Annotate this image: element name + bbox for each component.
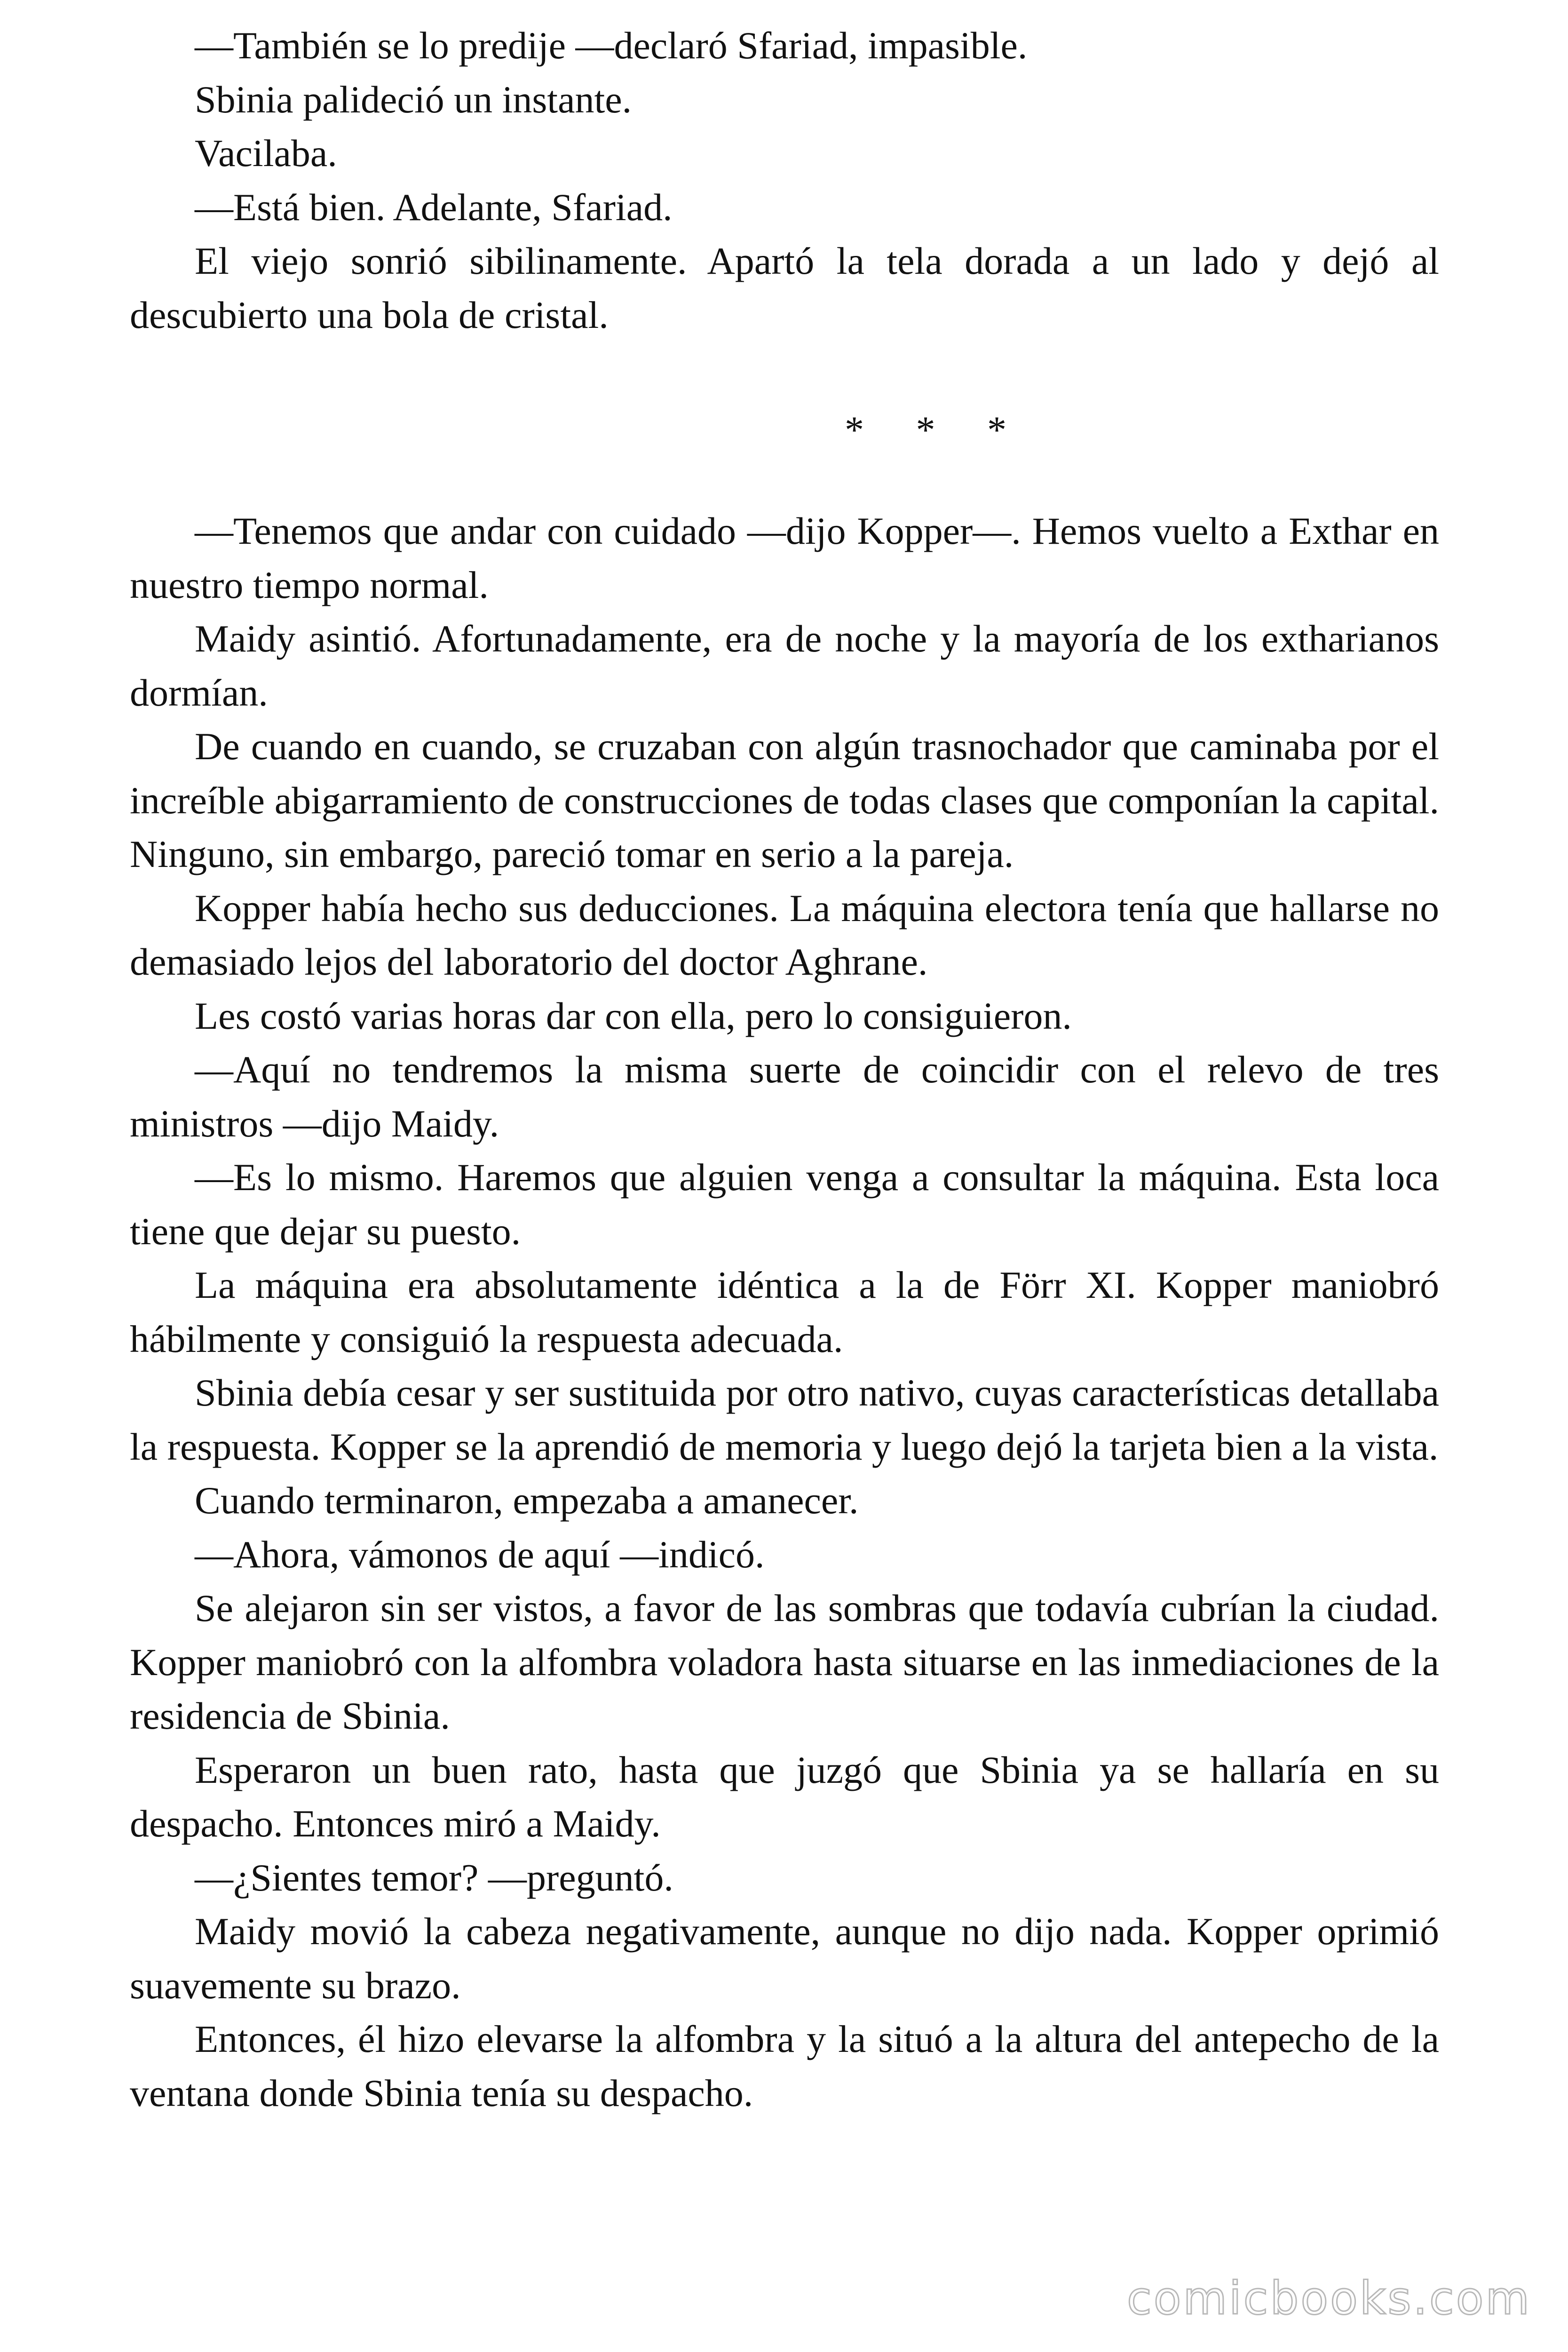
paragraph: Se alejaron sin ser vistos, a favor de las sombras que todavía cubrían la ciudad. Kopper maniobró con la alfombra voladora hasta situarse en las inmediaciones de la residencia de Sbinia. <box>130 1587 1439 1737</box>
paragraph: Entonces, él hizo elevarse la alfombra y la situó a la altura del antepecho de la ventana donde Sbinia tenía su despacho. <box>130 2018 1439 2114</box>
paragraph: —Ahora, vámonos de aquí —indicó. <box>195 1533 765 1576</box>
separator-asterisks: * * * <box>845 408 1006 451</box>
paragraph: —Tenemos que andar con cuidado —dijo Kopper—. Hemos vuelto a Exthar en nuestro tiempo normal. <box>130 509 1439 606</box>
section-separator <box>130 342 1439 504</box>
paragraph: —Aquí no tendremos la misma suerte de coincidir con el relevo de tres ministros —dijo Maidy. <box>130 1048 1439 1145</box>
paragraph: Kopper había hecho sus deducciones. La máquina electora tenía que hallarse no demasiado lejos del laboratorio del doctor Aghrane. <box>130 886 1439 983</box>
paragraph: —También se lo predije —declaró Sfariad, impasible. <box>195 24 1028 67</box>
book-page <box>130 19 1439 2120</box>
paragraph: —¿Sientes temor? —preguntó. <box>195 1856 673 1899</box>
paragraph: Sbinia palideció un instante. <box>195 78 632 121</box>
paragraph: Maidy asintió. Afortunadamente, era de noche y la mayoría de los extharianos dormían. <box>130 617 1439 714</box>
watermark: comicbooks.com <box>1126 2272 1531 2325</box>
paragraph: De cuando en cuando, se cruzaban con algún trasnochador que caminaba por el increíble abigarramiento de construcciones de todas clases que componían la capital. Ninguno, sin embargo, pareció tomar en serio a la pareja. <box>130 725 1439 875</box>
paragraph: —Está bien. Adelante, Sfariad. <box>195 185 673 229</box>
paragraph: Sbinia debía cesar y ser sustituida por otro nativo, cuyas características detallaba la respuesta. Kopper se la aprendió de memoria y luego dejó la tarjeta bien a la vista. <box>130 1371 1439 1468</box>
paragraph: La máquina era absolutamente idéntica a la de Förr XI. Kopper maniobró hábilmente y consiguió la respuesta adecuada. <box>130 1263 1439 1360</box>
paragraph: Cuando terminaron, empezaba a amanecer. <box>195 1479 859 1522</box>
paragraph: Les costó varias horas dar con ella, pero lo consiguieron. <box>195 994 1072 1037</box>
paragraph: Vacilaba. <box>195 132 337 175</box>
paragraph: —Es lo mismo. Haremos que alguien venga a consultar la máquina. Esta loca tiene que dejar su puesto. <box>130 1156 1439 1253</box>
paragraph: El viejo sonrió sibilinamente. Apartó la tela dorada a un lado y dejó al descubierto una bola de cristal. <box>130 239 1439 336</box>
paragraph: Esperaron un buen rato, hasta que juzgó que Sbinia ya se hallaría en su despacho. Entonces miró a Maidy. <box>130 1748 1439 1845</box>
paragraph: Maidy movió la cabeza negativamente, aunque no dijo nada. Kopper oprimió suavemente su brazo. <box>130 1910 1439 2007</box>
